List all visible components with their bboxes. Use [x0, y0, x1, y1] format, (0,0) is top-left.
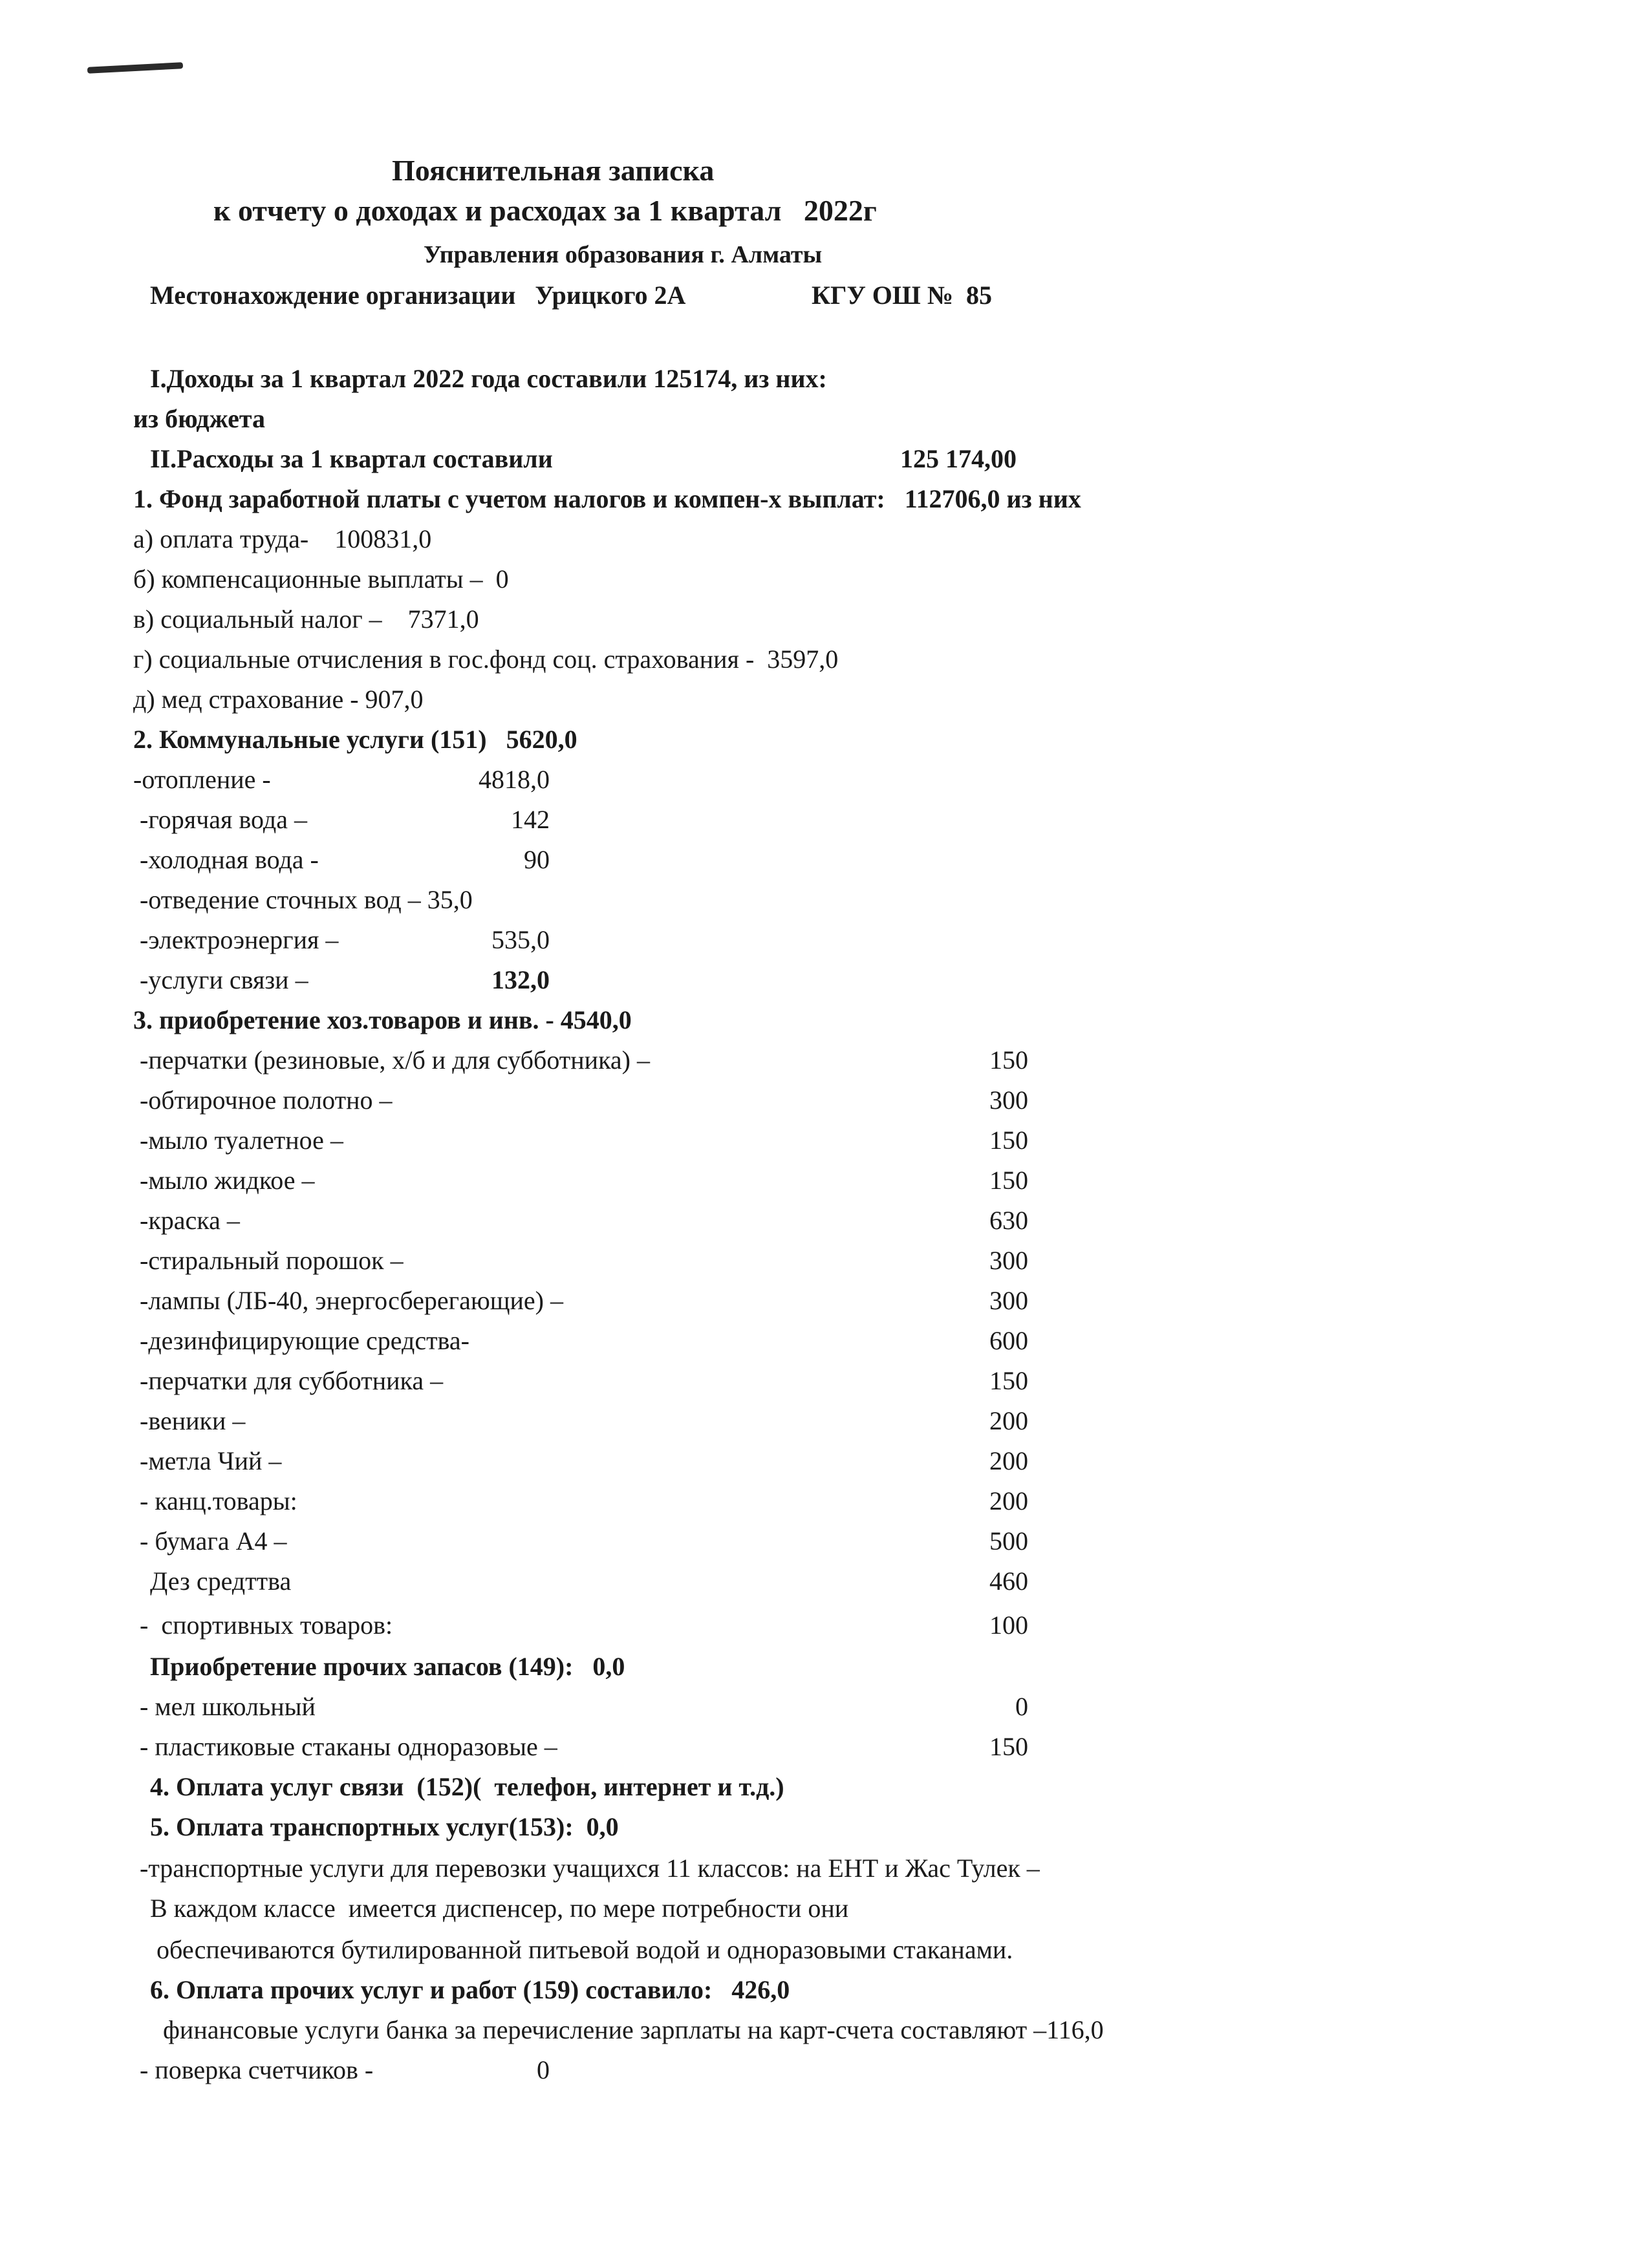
document-subtitle: к отчету о доходах и расходах за 1 квартал 2022г [213, 194, 877, 227]
utilities-header: 2. Коммунальные услуги (151) 5620,0 [133, 725, 577, 754]
payroll-item: а) оплата труда- 100831,0 [133, 524, 432, 553]
pen-mark [87, 62, 183, 74]
goods-value: 200 [989, 1446, 1028, 1475]
utility-value: 142 [511, 805, 550, 834]
goods-value: 300 [989, 1246, 1028, 1275]
goods-header: 3. приобретение хоз.товаров и инв. - 4540,0 [133, 1005, 632, 1034]
goods-label: Дез средттва [150, 1567, 292, 1596]
meter-label: - поверка счетчиков - [133, 2055, 374, 2084]
utility-label: -электроэнергия – [133, 925, 339, 954]
goods-label: -метла Чий – [133, 1446, 282, 1475]
goods-value: 200 [989, 1406, 1028, 1435]
other-stock-header: Приобретение прочих запасов (149): 0,0 [150, 1652, 625, 1681]
goods-label: -перчатки (резиновые, х/б и для субботника) – [133, 1045, 650, 1075]
utility-label: -горячая вода – [133, 805, 307, 834]
goods-value: 100 [989, 1610, 1028, 1640]
meter-value: 0 [537, 2055, 550, 2084]
goods-value: 150 [989, 1166, 1028, 1195]
utility-value: 90 [524, 845, 550, 874]
utility-label: -холодная вода - [133, 845, 319, 874]
goods-value: 150 [989, 1126, 1028, 1155]
goods-value: 600 [989, 1326, 1028, 1355]
comm-header: 4. Оплата услуг связи (152)( телефон, интернет и т.д.) [150, 1772, 784, 1801]
location-line: Местонахождение организации Урицкого 2А [150, 281, 686, 310]
goods-value: 150 [989, 1366, 1028, 1395]
goods-value: 300 [989, 1086, 1028, 1115]
goods-label: - спортивных товаров: [133, 1610, 393, 1640]
expenses-total: 125 174,00 [900, 444, 1017, 473]
goods-label: -лампы (ЛБ-40, энергосберегающие) – [133, 1286, 563, 1315]
income-source: из бюджета [133, 404, 266, 433]
goods-label: -перчатки для субботника – [133, 1366, 444, 1395]
payroll-item: д) мед страхование - 907,0 [133, 685, 424, 714]
utility-value: 132,0 [491, 965, 550, 994]
payroll-header: 1. Фонд заработной платы с учетом налогов и компен-х выплат: 112706,0 из них [133, 484, 1081, 513]
goods-label: - канц.товары: [133, 1486, 297, 1515]
expenses-label: II.Расходы за 1 квартал составили [150, 444, 553, 473]
goods-value: 500 [989, 1526, 1028, 1556]
transport-line: обеспечиваются бутилированной питьевой водой и одноразовыми стаканами. [150, 1935, 1013, 1964]
utility-label: -отведение сточных вод – 35,0 [133, 885, 473, 914]
income-line: I.Доходы за 1 квартал 2022 года составили 125174, из них: [150, 364, 827, 393]
goods-value: 300 [989, 1286, 1028, 1315]
payroll-item: г) социальные отчисления в гос.фонд соц. страхования - 3597,0 [133, 645, 839, 674]
payroll-item: б) компенсационные выплаты – 0 [133, 564, 509, 594]
transport-line: -транспортные услуги для перевозки учащихся 11 классов: на ЕНТ и Жас Тулек – [133, 1854, 1040, 1883]
stock-label: - мел школьный [133, 1692, 316, 1721]
goods-value: 630 [989, 1206, 1028, 1235]
goods-value: 200 [989, 1486, 1028, 1515]
payroll-item: в) социальный налог – 7371,0 [133, 604, 479, 634]
utility-label: -услуги связи – [133, 965, 308, 994]
goods-value: 460 [989, 1567, 1028, 1596]
document-title: Пояснительная записка [392, 154, 715, 187]
stock-value: 0 [1015, 1692, 1028, 1721]
stock-value: 150 [989, 1732, 1028, 1761]
utility-label: -отопление - [133, 765, 271, 794]
goods-label: - бумага А4 – [133, 1526, 287, 1556]
transport-line: В каждом классе имеется диспенсер, по мере потребности они [150, 1894, 849, 1923]
goods-label: -стиральный порошок – [133, 1246, 404, 1275]
goods-label: -дезинфицирующие средства- [133, 1326, 469, 1355]
goods-label: -мыло жидкое – [133, 1166, 315, 1195]
other-services-header: 6. Оплата прочих услуг и работ (159) составило: 426,0 [150, 1975, 790, 2004]
utility-value: 4818,0 [479, 765, 550, 794]
utility-value: 535,0 [491, 925, 550, 954]
goods-label: -обтирочное полотно – [133, 1086, 393, 1115]
other-services-line: финансовые услуги банка за перечисление зарплаты на карт-счета составляют –116,0 [150, 2015, 1104, 2044]
transport-header: 5. Оплата транспортных услуг(153): 0,0 [150, 1812, 619, 1841]
organization-name: Управления образования г. Алматы [424, 241, 823, 268]
goods-label: -краска – [133, 1206, 240, 1235]
goods-value: 150 [989, 1045, 1028, 1075]
school-number: КГУ ОШ № 85 [812, 281, 993, 310]
goods-label: -мыло туалетное – [133, 1126, 343, 1155]
stock-label: - пластиковые стаканы одноразовые – [133, 1732, 557, 1761]
goods-label: -веники – [133, 1406, 246, 1435]
